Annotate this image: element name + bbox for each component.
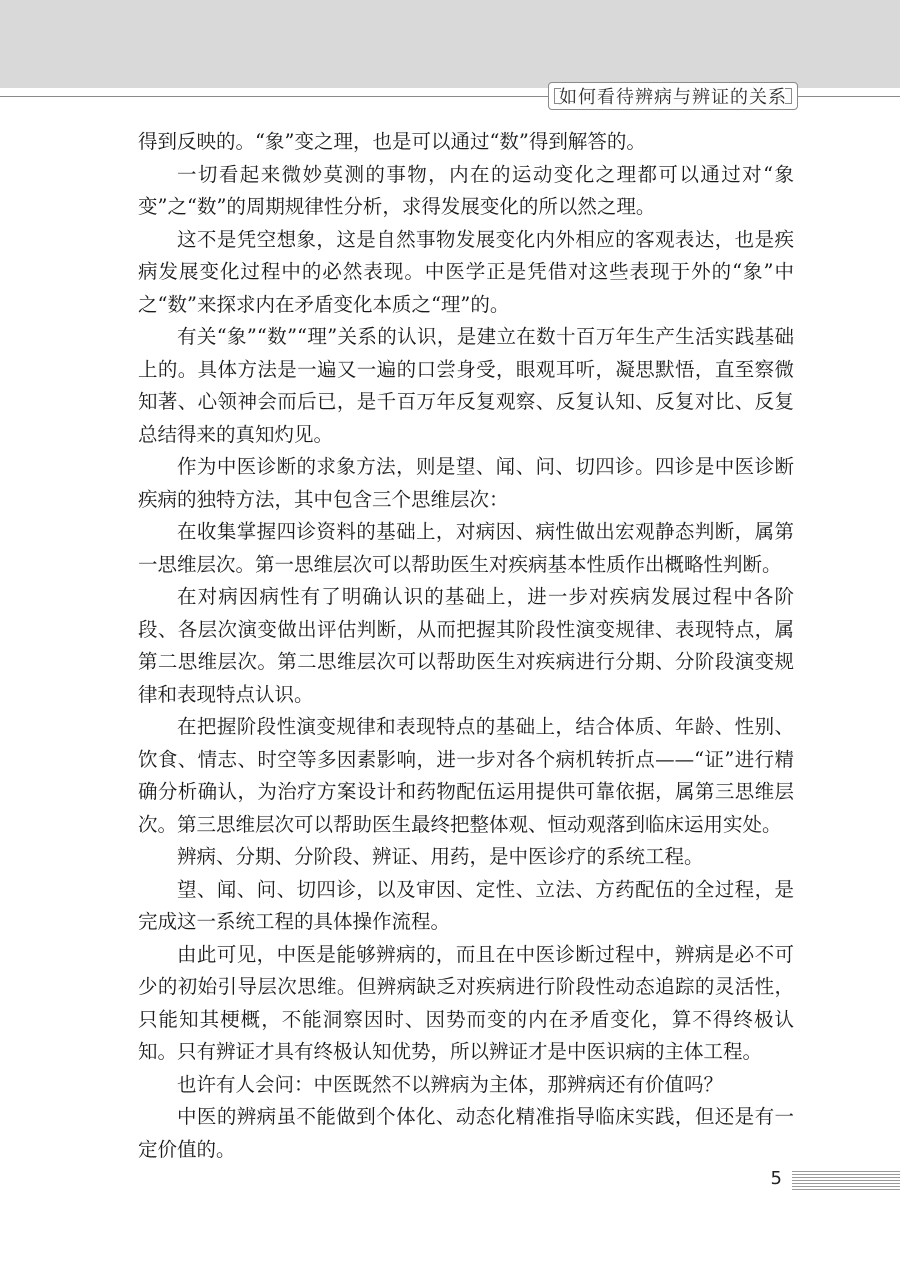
paragraph: 也许有人会问：中医既然不以辨病为主体，那辨病还有价值吗？ [177,1072,724,1096]
paragraph: 这不是凭空想象，这是自然事物发展变化内外相应的客观表达，也是疾病发展变化过程中的必然表现。中医学正是凭借对这些表现于外的“象”中之“数”来探求内在矛盾变化本质之“理”的。 [138,227,794,316]
paragraph: 辨病、分期、分阶段、辨证、用药，是中医诊疗的系统工程。 [177,845,704,868]
paragraph: 望、闻、问、切四诊，以及审因、定性、立法、方药配伍的全过程，是完成这一系统工程的具体操作流程。 [138,877,794,933]
page-number-rules [792,1171,900,1191]
paragraph: 有关“象”“数”“理”关系的认识，是建立在数十百万年生产生活实践基础上的。具体方法是一遍又一遍的口尝身受，眼观耳听，凝思默悟，直至察微知著、心领神会而后已，是千百万年反复观察、反复认知、反复对比、反复总结得来的真知灼见。 [138,325,794,446]
header-band [0,0,900,88]
paragraph: 作为中医诊断的求象方法，则是望、闻、问、切四诊。四诊是中医诊断疾病的独特方法，其中包含三个思维层次： [138,455,794,511]
paragraph: 由此可见，中医是能够辨病的，而且在中医诊断过程中，辨病是必不可少的初始引导层次思维。但辨病缺乏对疾病进行阶段性动态追踪的灵活性，只能知其梗概，不能洞察因时、因势而变的内在矛盾变化，算不得终极认知。只有辨证才具有终极认知优势，所以辨证才是中医识病的主体工程。 [138,942,794,1063]
paragraph: 在收集掌握四诊资料的基础上，对病因、病性做出宏观静态判断，属第一思维层次。第一思维层次可以帮助医生对疾病基本性质作出概略性判断。 [138,520,794,576]
paragraph: 得到反映的。“象”变之理，也是可以通过“数”得到解答的。 [138,130,646,153]
header-rule-right [797,96,900,97]
paragraph: 在把握阶段性演变规律和表现特点的基础上，结合体质、年龄、性别、饮食、情志、时空等多因素影响，进一步对各个病机转折点——“证”进行精确分析确认，为治疗方案设计和药物配伍运用提供可靠依据，属第三思维层次。第三思维层次可以帮助医生最终把整体观、恒动观落到临床运用实处。 [138,715,794,836]
body-text [138,126,794,1166]
section-title: 如何看待辨病与辨证的关系 [559,87,787,108]
paragraph: 一切看起来微妙莫测的事物，内在的运动变化之理都可以通过对“象变”之“数”的周期规律性分析，求得发展变化的所以然之理。 [138,162,794,218]
paragraph: 中医的辨病虽不能做到个体化、动态化精准指导临床实践，但还是有一定价值的。 [138,1105,794,1161]
paragraph: 在对病因病性有了明确认识的基础上，进一步对疾病发展过程中各阶段、各层次演变做出评估判断，从而把握其阶段性演变规律、表现特点，属第二思维层次。第二思维层次可以帮助医生对疾病进行分期、分阶段演变规律和表现特点认识。 [138,585,794,706]
header-rule-left [0,96,548,97]
running-header [548,82,798,110]
page-number: 5 [770,1168,782,1189]
